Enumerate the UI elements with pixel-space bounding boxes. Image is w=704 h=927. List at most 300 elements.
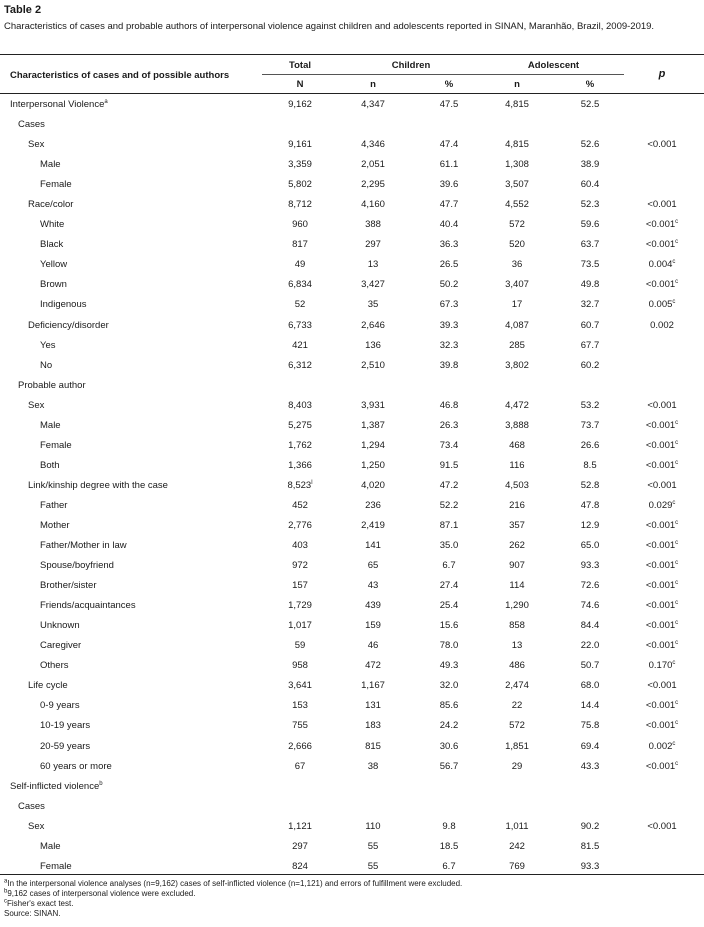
footnote (4, 909, 462, 919)
cell-total-text: 1,121 (288, 820, 312, 832)
cell-children-n (343, 761, 403, 772)
table-row (0, 516, 704, 536)
cell-adolescent-pct (560, 640, 620, 651)
row-label-text: Cases (18, 800, 45, 812)
row-label-text: Friends/acquaintances (40, 600, 136, 612)
table-row (0, 777, 704, 797)
cell-adolescent-pct (560, 841, 620, 852)
cell-adolescent-n (487, 219, 547, 230)
row-label (40, 540, 127, 551)
cell-children-pct (419, 179, 479, 190)
cell-children-pct (419, 540, 479, 551)
cell-adolescent-pct (560, 580, 620, 591)
table-bottom-rule (0, 874, 704, 875)
row-label-text: Probable author (18, 379, 86, 391)
cell-p-value-text: 0.005 (648, 299, 673, 311)
cell-p-value (632, 400, 692, 411)
cell-children-pct-text: 87.1 (439, 519, 459, 531)
cell-adolescent-n-text: 486 (509, 660, 525, 672)
cell-p-value-footnote-marker: c (675, 620, 679, 627)
cell-children-n (343, 680, 403, 691)
cell-children-pct-text: 47.7 (439, 199, 459, 211)
row-label-text: 10-19 years (40, 720, 91, 732)
row-label (40, 620, 80, 631)
cell-children-pct (419, 720, 479, 731)
cell-adolescent-pct-text: 52.6 (580, 139, 600, 151)
cell-total (270, 741, 330, 752)
cell-adolescent-pct (560, 700, 620, 711)
cell-p-value-text: <0.001 (645, 620, 676, 632)
cell-adolescent-pct-text: 93.3 (580, 860, 600, 872)
cell-p-value (632, 219, 692, 230)
cell-total-text: 8,523 (287, 479, 312, 491)
cell-p-value-text: 0.002 (648, 740, 673, 752)
row-label (18, 380, 86, 391)
cell-children-pct (419, 680, 479, 691)
cell-children-pct-text: 30.6 (439, 740, 459, 752)
cell-children-n (343, 480, 403, 491)
table-row (0, 95, 704, 115)
cell-children-n-text: 2,051 (361, 159, 385, 171)
cell-children-n-text: 297 (365, 239, 381, 251)
row-label-text: No (40, 359, 53, 371)
cell-p-value (632, 600, 692, 611)
cell-p-value (632, 440, 692, 451)
cell-p-value-footnote-marker: c (675, 539, 679, 546)
cell-total (270, 500, 330, 511)
footnote-marker: c (4, 898, 7, 905)
cell-total-text: 8,712 (288, 199, 312, 211)
header-children-pct: % (444, 79, 454, 90)
row-label-text: Self-inflicted violence (10, 780, 100, 792)
cell-children-pct (419, 320, 479, 331)
cell-total-text: 3,641 (288, 680, 312, 692)
cell-adolescent-pct-text: 22.0 (580, 640, 600, 652)
cell-children-n (343, 239, 403, 250)
cell-total (270, 560, 330, 571)
cell-children-pct-text: 32.0 (439, 680, 459, 692)
cell-children-n (343, 259, 403, 270)
cell-p-value-footnote-marker: c (672, 740, 676, 747)
cell-p-value-footnote-marker: c (675, 700, 679, 707)
cell-children-n (343, 600, 403, 611)
row-label-text: Male (40, 840, 61, 852)
cell-children-pct-text: 47.2 (439, 479, 459, 491)
row-label-text: Female (40, 179, 72, 191)
cell-children-pct (419, 340, 479, 351)
cell-total (270, 179, 330, 190)
cell-children-n-text: 136 (365, 339, 381, 351)
cell-total (270, 620, 330, 631)
cell-p-value-text: <0.001 (645, 720, 676, 732)
cell-total (270, 540, 330, 551)
cell-children-pct (419, 841, 479, 852)
cell-total-text: 153 (292, 700, 308, 712)
cell-adolescent-n (487, 139, 547, 150)
cell-adolescent-pct (560, 219, 620, 230)
cell-p-value-text: <0.001 (647, 820, 677, 832)
cell-p-value-text: <0.001 (645, 640, 676, 652)
footnote-marker: a (4, 878, 8, 885)
cell-adolescent-n (487, 440, 547, 451)
cell-children-n (343, 400, 403, 411)
cell-total-text: 5,802 (288, 179, 312, 191)
row-label-text: Mother (40, 519, 70, 531)
cell-adolescent-pct-text: 81.5 (580, 840, 600, 852)
cell-children-pct (419, 279, 479, 290)
cell-total-text: 1,729 (288, 600, 312, 612)
cell-total-text: 3,359 (288, 159, 312, 171)
cell-children-n (343, 360, 403, 371)
cell-p-value-text: <0.001 (645, 700, 676, 712)
cell-total (270, 861, 330, 872)
cell-p-value (632, 299, 692, 310)
cell-total (270, 660, 330, 671)
row-label (40, 841, 61, 852)
cell-children-n (343, 199, 403, 210)
cell-total-text: 2,776 (288, 519, 312, 531)
cell-adolescent-n-text: 769 (509, 860, 525, 872)
cell-adolescent-pct-text: 73.5 (580, 259, 600, 271)
cell-total-text: 8,403 (288, 399, 312, 411)
row-label (40, 640, 81, 651)
cell-children-pct-text: 67.3 (439, 299, 459, 311)
cell-p-value (632, 259, 692, 270)
cell-adolescent-n-text: 4,815 (505, 139, 529, 151)
cell-children-n-text: 55 (367, 860, 379, 872)
cell-p-value (632, 520, 692, 531)
cell-children-pct (419, 480, 479, 491)
cell-adolescent-n-text: 3,888 (505, 419, 529, 431)
cell-p-value-text: <0.001 (647, 399, 677, 411)
cell-children-n (343, 700, 403, 711)
header-N: N (296, 79, 304, 90)
cell-adolescent-pct-text: 53.2 (580, 399, 600, 411)
row-label (28, 139, 44, 150)
cell-children-pct (419, 159, 479, 170)
row-label (18, 119, 45, 130)
cell-children-n-text: 4,160 (361, 199, 385, 211)
cell-p-value (632, 821, 692, 832)
cell-children-n-text: 131 (365, 700, 381, 712)
cell-total (270, 139, 330, 150)
cell-adolescent-pct (560, 139, 620, 150)
footnote (4, 899, 462, 909)
cell-adolescent-n-text: 22 (511, 700, 523, 712)
cell-children-pct (419, 219, 479, 230)
cell-adolescent-pct-text: 73.7 (580, 419, 600, 431)
cell-adolescent-n-text: 4,087 (505, 319, 529, 331)
cell-adolescent-pct-text: 38.9 (580, 159, 600, 171)
cell-p-value (632, 720, 692, 731)
header-total: Total (289, 60, 311, 71)
row-label (28, 199, 73, 210)
cell-children-n-text: 159 (365, 620, 381, 632)
cell-adolescent-pct (560, 360, 620, 371)
row-label-text: 0-9 years (40, 700, 80, 712)
cell-total (270, 320, 330, 331)
cell-children-n (343, 179, 403, 190)
cell-p-value-footnote-marker: c (672, 299, 676, 306)
cell-adolescent-n (487, 841, 547, 852)
cell-children-pct-text: 32.3 (439, 339, 459, 351)
cell-adolescent-n (487, 239, 547, 250)
cell-adolescent-n-text: 357 (509, 519, 525, 531)
cell-p-value (632, 420, 692, 431)
cell-adolescent-n (487, 299, 547, 310)
row-label-text: Brown (40, 279, 67, 291)
cell-children-n-text: 3,427 (361, 279, 385, 291)
cell-adolescent-n (487, 480, 547, 491)
cell-adolescent-pct (560, 340, 620, 351)
cell-p-value (632, 320, 692, 331)
cell-adolescent-n-text: 29 (511, 760, 523, 772)
cell-p-value-text: <0.001 (645, 600, 676, 612)
cell-children-pct (419, 420, 479, 431)
cell-adolescent-pct (560, 520, 620, 531)
cell-adolescent-pct-text: 26.6 (580, 439, 600, 451)
cell-children-n (343, 320, 403, 331)
cell-total (270, 259, 330, 270)
footnote (4, 889, 462, 899)
cell-children-pct (419, 741, 479, 752)
cell-children-pct-text: 52.2 (439, 499, 459, 511)
cell-total-text: 52 (294, 299, 306, 311)
cell-adolescent-n (487, 259, 547, 270)
cell-p-value-footnote-marker: c (672, 259, 676, 266)
cell-p-value-text: <0.001 (645, 760, 676, 772)
cell-p-value-text: <0.001 (647, 199, 677, 211)
cell-adolescent-pct-text: 63.7 (580, 239, 600, 251)
cell-p-value-text: <0.001 (647, 680, 677, 692)
cell-adolescent-pct-text: 52.3 (580, 199, 600, 211)
footnote-text: Fisher's exact test. (7, 899, 74, 908)
cell-adolescent-n-text: 4,815 (505, 99, 529, 110)
cell-total (270, 299, 330, 310)
cell-children-n-text: 1,387 (361, 419, 385, 431)
cell-p-value-text: 0.029 (648, 499, 673, 511)
cell-adolescent-n-text: 572 (509, 720, 525, 732)
cell-adolescent-n-text: 2,474 (505, 680, 529, 692)
cell-adolescent-pct (560, 320, 620, 331)
row-label (40, 159, 61, 170)
cell-total-text: 958 (292, 660, 308, 672)
cell-adolescent-n-text: 3,802 (505, 359, 529, 371)
cell-adolescent-pct-text: 14.4 (580, 700, 600, 712)
cell-children-pct-text: 50.2 (439, 279, 459, 291)
row-label (40, 279, 67, 290)
cell-total-text: 452 (292, 499, 308, 511)
row-label-text: 60 years or more (40, 760, 112, 772)
cell-adolescent-pct (560, 821, 620, 832)
cell-children-n (343, 500, 403, 511)
cell-children-n-text: 472 (365, 660, 381, 672)
cell-adolescent-pct (560, 460, 620, 471)
cell-adolescent-n (487, 861, 547, 872)
cell-children-n-text: 2,646 (361, 319, 385, 331)
cell-adolescent-n (487, 761, 547, 772)
table-row (0, 817, 704, 837)
cell-total (270, 821, 330, 832)
table-row (0, 155, 704, 175)
row-label-text: Father/Mother in law (40, 540, 127, 552)
table-row (0, 115, 704, 135)
cell-children-n (343, 460, 403, 471)
cell-p-value (632, 761, 692, 772)
cell-children-pct-text: 47.4 (439, 139, 459, 151)
cell-total-text: 49 (294, 259, 306, 271)
cell-children-n-text: 110 (365, 820, 381, 832)
cell-children-n-text: 13 (367, 259, 379, 271)
row-label (40, 660, 69, 671)
cell-adolescent-pct-text: 93.3 (580, 560, 600, 572)
cell-total-text: 5,275 (288, 419, 312, 431)
cell-children-n-text: 815 (365, 740, 381, 752)
cell-p-value (632, 660, 692, 671)
cell-adolescent-n-text: 858 (509, 620, 525, 632)
footnotes (4, 879, 462, 919)
row-label (40, 761, 112, 772)
cell-p-value (632, 700, 692, 711)
cell-children-pct-text: 25.4 (439, 600, 459, 612)
cell-adolescent-pct (560, 259, 620, 270)
cell-total-text: 1,762 (288, 439, 312, 451)
table-row (0, 376, 704, 396)
table-row (0, 275, 704, 295)
cell-adolescent-pct (560, 680, 620, 691)
cell-adolescent-n (487, 500, 547, 511)
cell-children-n (343, 741, 403, 752)
cell-children-n-text: 35 (367, 299, 379, 311)
cell-adolescent-pct (560, 741, 620, 752)
cell-adolescent-n (487, 279, 547, 290)
cell-p-value-footnote-marker: c (675, 439, 679, 446)
cell-children-n-text: 1,294 (361, 439, 385, 451)
cell-children-n-text: 55 (367, 840, 379, 852)
cell-total-text: 755 (292, 720, 308, 732)
row-label-text: Black (40, 239, 64, 251)
cell-adolescent-pct-text: 69.4 (580, 740, 600, 752)
cell-p-value-footnote-marker: c (675, 459, 679, 466)
cell-p-value-text: <0.001 (647, 139, 677, 151)
cell-adolescent-n-text: 1,308 (505, 159, 529, 171)
cell-adolescent-pct-text: 75.8 (580, 720, 600, 732)
table-row (0, 396, 704, 416)
row-label (10, 99, 108, 110)
cell-adolescent-n-text: 4,503 (505, 479, 529, 491)
cell-children-pct (419, 861, 479, 872)
cell-adolescent-n (487, 600, 547, 611)
cell-p-value-footnote-marker: c (675, 239, 679, 246)
cell-children-pct-text: 46.8 (439, 399, 459, 411)
cell-children-n (343, 159, 403, 170)
cell-total-text: 817 (292, 239, 308, 251)
cell-total (270, 640, 330, 651)
row-label-text: 20-59 years (40, 740, 91, 752)
row-label (40, 741, 90, 752)
cell-adolescent-n-text: 216 (509, 499, 525, 511)
cell-adolescent-n-text: 114 (509, 580, 525, 592)
cell-children-pct (419, 761, 479, 772)
cell-children-n-text: 38 (367, 760, 379, 772)
cell-total (270, 159, 330, 170)
cell-p-value-footnote-marker: c (675, 219, 679, 226)
cell-children-n-text: 4,346 (361, 139, 385, 151)
cell-adolescent-n (487, 340, 547, 351)
row-label (40, 219, 64, 230)
cell-p-value-text: <0.001 (645, 419, 676, 431)
cell-total (270, 219, 330, 230)
cell-total (270, 440, 330, 451)
cell-adolescent-pct (560, 861, 620, 872)
table-row (0, 596, 704, 616)
row-label-text: Yellow (40, 259, 68, 271)
cell-adolescent-n (487, 460, 547, 471)
cell-adolescent-n (487, 199, 547, 210)
cell-children-pct-text: 15.6 (439, 620, 459, 632)
cell-adolescent-n (487, 640, 547, 651)
cell-adolescent-pct-text: 65.0 (580, 540, 600, 552)
table-row (0, 215, 704, 235)
cell-adolescent-n (487, 620, 547, 631)
table-row (0, 837, 704, 857)
cell-children-n (343, 139, 403, 150)
cell-adolescent-pct (560, 600, 620, 611)
row-label (40, 299, 86, 310)
cell-adolescent-n (487, 400, 547, 411)
cell-children-n-text: 141 (365, 540, 381, 552)
cell-adolescent-pct-text: 59.6 (580, 219, 600, 231)
cell-adolescent-pct-text: 52.8 (580, 479, 600, 491)
cell-children-pct-text: 73.4 (439, 439, 459, 451)
row-label-footnote-marker: b (99, 780, 103, 787)
cell-adolescent-n (487, 159, 547, 170)
cell-children-pct (419, 99, 479, 110)
cell-adolescent-n-text: 36 (511, 259, 523, 271)
cell-adolescent-pct-text: 32.7 (580, 299, 600, 311)
cell-p-value-footnote-marker: c (675, 279, 679, 286)
table-row (0, 696, 704, 716)
cell-adolescent-n-text: 1,290 (505, 600, 529, 612)
row-label (40, 239, 63, 250)
row-label (28, 400, 44, 411)
table-label: Table 2 (4, 4, 42, 16)
cell-adolescent-pct-text: 12.9 (580, 519, 600, 531)
cell-adolescent-pct-text: 74.6 (580, 600, 600, 612)
cell-children-n-text: 183 (365, 720, 381, 732)
cell-children-pct-text: 6.7 (442, 560, 456, 572)
cell-children-pct-text: 36.3 (439, 239, 459, 251)
cell-children-pct-text: 39.3 (439, 319, 459, 331)
cell-total (270, 841, 330, 852)
cell-adolescent-n-text: 285 (509, 339, 525, 351)
cell-children-n-text: 46 (367, 640, 379, 652)
cell-children-pct-text: 49.3 (439, 660, 459, 672)
table-row (0, 476, 704, 496)
cell-total-text: 421 (292, 339, 308, 351)
cell-children-pct (419, 139, 479, 150)
cell-children-n (343, 580, 403, 591)
cell-total-text: 59 (294, 640, 306, 652)
cell-adolescent-n (487, 821, 547, 832)
cell-total-text: 824 (292, 860, 308, 872)
cell-children-pct-text: 26.5 (439, 259, 459, 271)
cell-p-value (632, 500, 692, 511)
header-row-label: Characteristics of cases and of possible authors (10, 70, 230, 81)
cell-children-n-text: 2,419 (361, 519, 385, 531)
cell-adolescent-pct (560, 159, 620, 170)
cell-p-value-footnote-marker: c (672, 499, 676, 506)
